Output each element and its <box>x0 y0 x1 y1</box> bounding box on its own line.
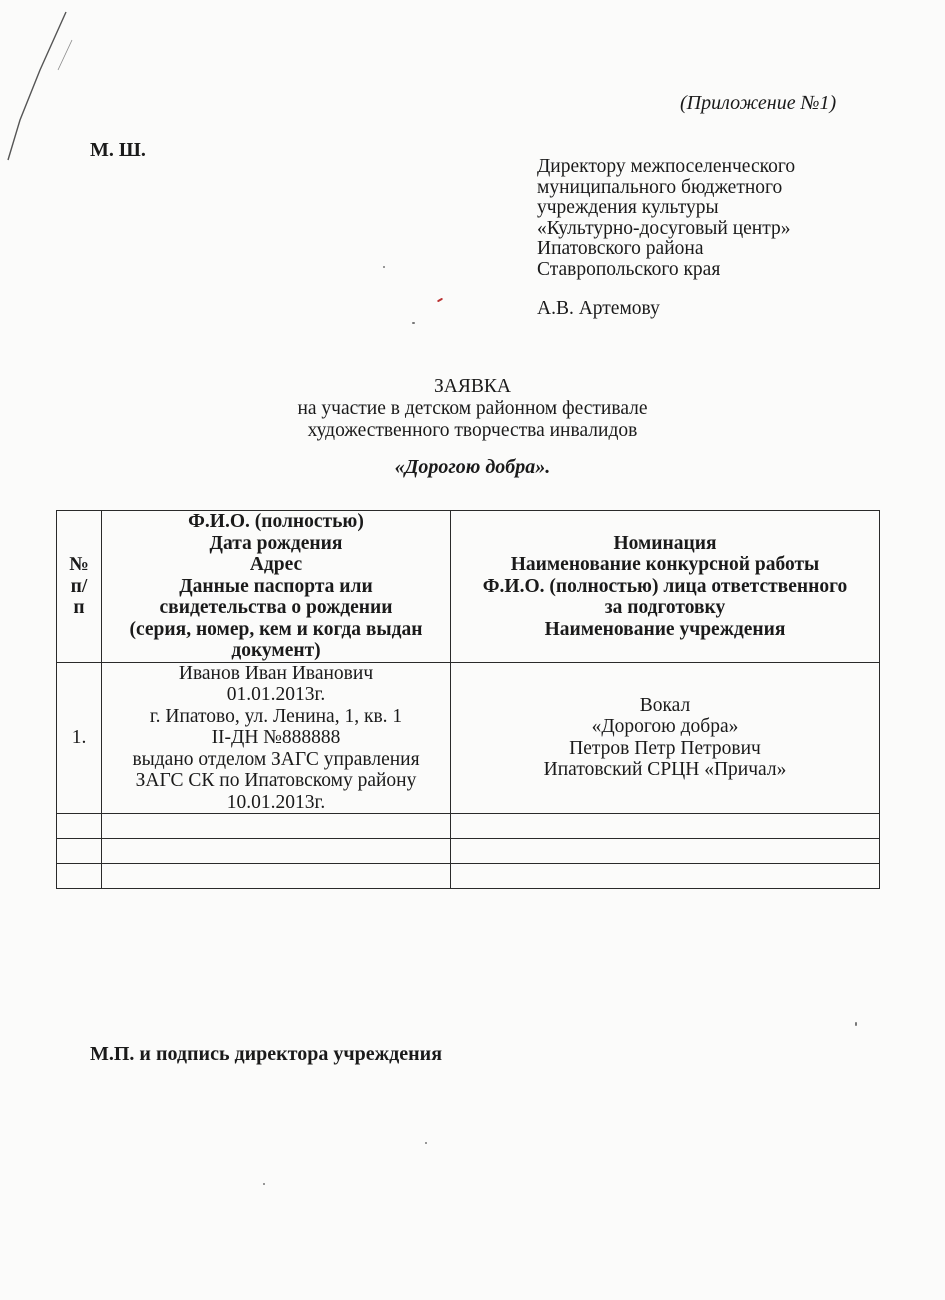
addressee-line: учреждения культуры <box>537 197 719 218</box>
scan-speck <box>855 1022 857 1026</box>
appendix-label: (Приложение №1) <box>680 92 837 114</box>
header-num: № п/ п <box>57 511 102 663</box>
table-row <box>57 662 880 814</box>
scan-speck <box>383 266 385 268</box>
scan-speck <box>425 1142 427 1144</box>
document-title <box>0 376 945 478</box>
addressee-line: Ипатовского района <box>537 238 704 259</box>
row-person: Иванов Иван Иванович 01.01.2013г. г. Ипатово, ул. Ленина, 1, кв. 1 II-ДН №888888 выдано отделом ЗАГС управления ЗАГС СК по Ипатовскому району 10.01.2013г. <box>102 662 451 814</box>
title-heading: ЗАЯВКА <box>434 376 511 397</box>
addressee-line: Директору межпоселенческого <box>537 156 796 177</box>
scan-speck <box>437 298 443 303</box>
table-header-row <box>57 511 880 663</box>
scan-edge-mark <box>0 0 80 220</box>
addressee-line: Ставропольского края <box>537 258 721 280</box>
scan-speck <box>412 322 415 324</box>
addressee-line: муниципального бюджетного <box>537 176 783 198</box>
addressee-line: «Культурно-досуговый центр» <box>537 217 791 239</box>
scan-speck <box>263 1183 265 1185</box>
table-row-empty <box>57 864 880 889</box>
table-row-empty <box>57 814 880 839</box>
festival-name: «Дорогою добра». <box>394 456 551 478</box>
stamp-label: М. Ш. <box>90 139 146 161</box>
addressee-block <box>537 157 795 320</box>
header-nomination: Номинация Наименование конкурсной работы Ф.И.О. (полностью) лица ответственного за подготовку Наименование учреждения <box>451 511 880 663</box>
addressee-name: А.В. Артемову <box>537 298 660 319</box>
row-nomination: Вокал «Дорогою добра» Петров Петр Петрович Ипатовский СРЦН «Причал» <box>451 662 880 814</box>
signature-label: М.П. и подпись директора учреждения <box>90 1043 443 1065</box>
header-person: Ф.И.О. (полностью) Дата рождения Адрес Данные паспорта или свидетельства о рождении (серия, номер, кем и когда выдан документ) <box>102 511 451 663</box>
row-num: 1. <box>57 662 102 814</box>
application-table <box>56 510 880 889</box>
title-line: художественного творчества инвалидов <box>307 420 638 441</box>
table-row-empty <box>57 839 880 864</box>
title-line: на участие в детском районном фестивале <box>297 398 648 419</box>
